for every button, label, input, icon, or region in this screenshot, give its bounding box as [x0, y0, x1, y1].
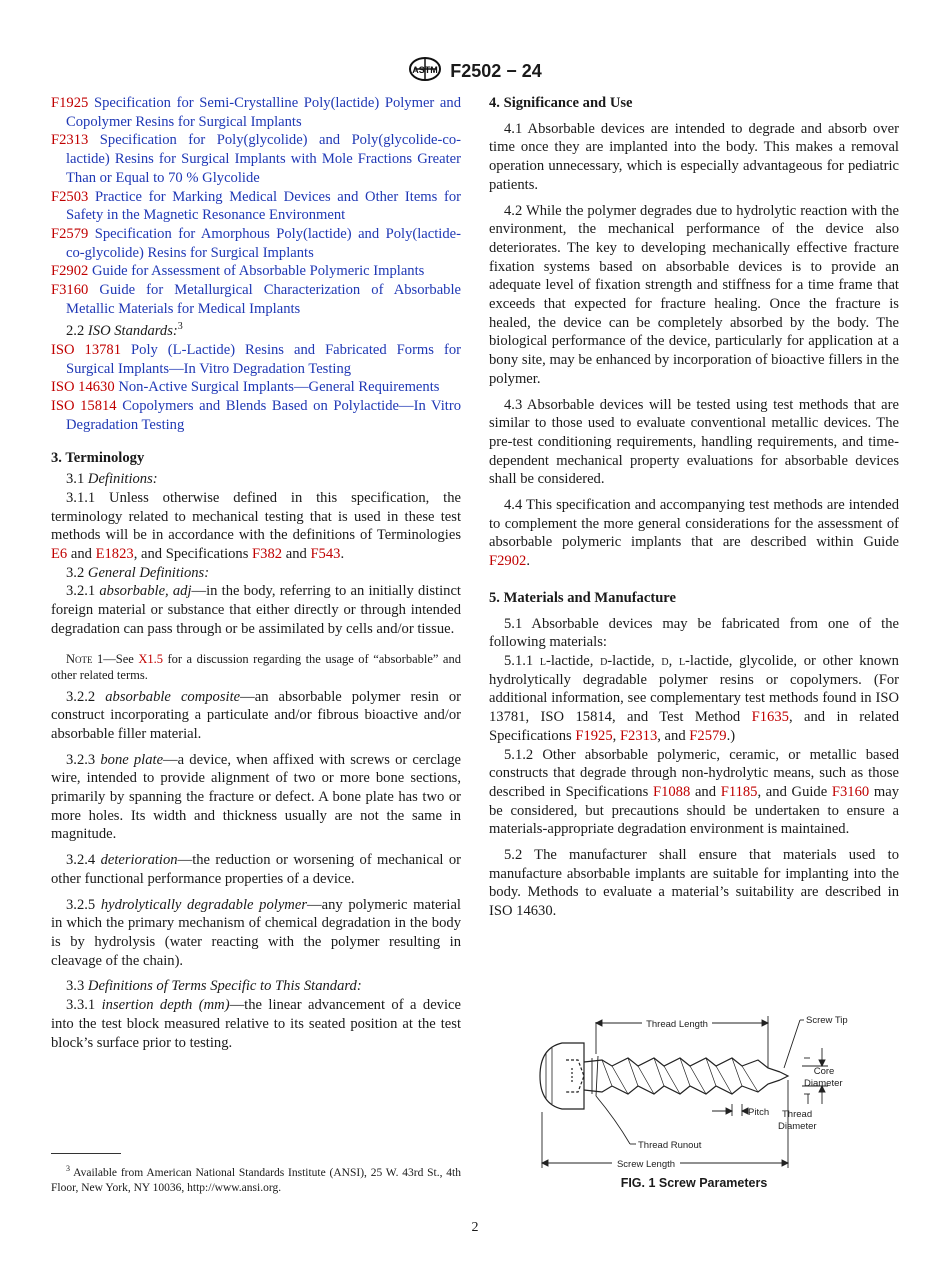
- link-f2902[interactable]: F2902: [489, 553, 527, 570]
- section-5-heading: 5. Materials and Manufacture: [489, 589, 676, 606]
- reference-title-link[interactable]: Specification for Amorphous Poly(lactide) and Poly(lactide-co-glycolide) Resins for Surgical Implants: [66, 225, 461, 261]
- reference-code-link[interactable]: F3160: [51, 282, 89, 299]
- label-thread-length: Thread Length: [646, 1019, 708, 1030]
- link-f543[interactable]: F543: [310, 546, 341, 563]
- reference-item: [51, 225, 461, 262]
- reference-item: [51, 131, 461, 187]
- para-4-3: 4.3 Absorbable devices will be tested using test methods that are similar to those used to evaluate conventional metallic devices. The pre-test conditioning requirements, handling requirements, and time-dependent mechanical property evaluations for absorbable devices shall be considered.: [489, 396, 899, 488]
- link-x1-5[interactable]: X1.5: [138, 651, 163, 666]
- reference-code-link[interactable]: ISO 13781: [51, 342, 122, 358]
- reference-title-link[interactable]: Specification for Semi-Crystalline Poly(lactide) Polymer and Copolymer Resins for Surgical Implants: [66, 95, 461, 130]
- reference-item: [51, 397, 461, 434]
- section-3-heading: 3. Terminology: [51, 449, 145, 466]
- label-pitch: Pitch: [748, 1107, 770, 1118]
- para-3-2-4: 3.2.4 deterioration—the reduction or worsening of mechanical or other functional performance properties of a device.: [51, 852, 462, 887]
- para-4-2: 4.2 While the polymer degrades due to hydrolytic reaction with the environment, the mechanical performance of the device also deteriorates. The key to developing mechanically effective fracture fixation systems based on absorbable devices is to provide an adequate level of fixation strength and stiffness for a time frame that exceeds that expected for fracture healing. Once the fracture is healed, the device can be completely absorbed by the body. The biological performance of the device, particularly for application at a bony site, may be enhanced by incorporation of bioactive fillers in the polymer.: [489, 202, 899, 387]
- screw-head: [540, 1043, 584, 1109]
- reference-code-link[interactable]: ISO 15814: [51, 398, 117, 415]
- para-3-3: 3.3 Definitions of Terms Specific to This Standard:: [66, 978, 362, 995]
- screw-threads: [584, 1056, 788, 1096]
- para-3-2-5: 3.2.5 hydrolytically degradable polymer—any polymeric material in which the primary mechanism of chemical degradation in the body is by hydrolysis (water reacting with the polymer resulting in cleavage of the chain).: [51, 896, 461, 969]
- reference-code-link[interactable]: F2503: [51, 188, 89, 205]
- para-3-1: 3.1 Definitions:: [66, 471, 158, 488]
- iso-standards-heading: 2.2 ISO Standards:$^3$: [66, 321, 183, 340]
- reference-code-link[interactable]: F2902: [51, 263, 89, 280]
- link-f1635[interactable]: F1635: [751, 709, 789, 726]
- footnote-rule: [51, 1153, 121, 1154]
- para-3-2-3: 3.2.3 bone plate—a device, when affixed with screws or cerclage wire, intended to provide alignment of two or more bone sections, primarily by spanning the fracture or defect. A bone plate has two or more holes. Its width and thickness usually are not the same in magnitude.: [51, 751, 461, 843]
- link-f2313[interactable]: F2313: [619, 727, 658, 744]
- reference-code-link[interactable]: F2313: [51, 132, 89, 149]
- reference-title-link[interactable]: Guide for Assessment of Absorbable Polymeric Implants: [91, 263, 425, 280]
- left-column: [51, 94, 461, 1052]
- reference-list: [51, 94, 461, 318]
- figure-caption: FIG. 1 Screw Parameters: [620, 1176, 768, 1190]
- para-4-4: 4.4 This specification and accompanying test methods are intended to complement the more general considerations for the assessment of absorbable polymeric implants that are described within Guide F2902.: [489, 497, 899, 570]
- reference-title-link[interactable]: Poly (L-Lactide) Resins and Fabricated Forms for Surgical Implants—In Vitro Degradation Testing: [66, 342, 461, 377]
- reference-item: [51, 188, 461, 225]
- link-f1088[interactable]: F1088: [652, 783, 691, 800]
- label-screw-length: Screw Length: [616, 1159, 676, 1170]
- para-5-1-1: 5.1.1 l-lactide, d-lactide, d, l-lactide, glycolide, or other known hydrolytically degradable polymer resins or copolymers. (For additional information, see complementary test methods found in ISO 13781, ISO 15814, and Test Method F1635, and in related Specifications F1925, F2313, and F2579.): [489, 652, 899, 744]
- reference-title-link[interactable]: Practice for Marking Medical Devices and Other Items for Safety in the Magnetic Resonance Environment: [66, 188, 461, 224]
- page-number: 2: [471, 1220, 479, 1235]
- para-5-1-2: 5.1.2 Other absorbable polymeric, ceramic, or metallic based constructs that degrade through non-hydrolytic means, such as those described in Specifications F1088 and F1185, and Guide F3160 may be considered, but precautions should be undertaken to ensure a materials-appropriate degradation environment is maintained.: [489, 746, 899, 838]
- screw-figure: [532, 1008, 872, 1176]
- note-1: Note 1—See X1.5 for a discussion regarding the usage of “absorbable” and other related terms.: [51, 651, 461, 682]
- link-e1823[interactable]: E1823: [95, 546, 134, 563]
- label-core: Core: [813, 1066, 835, 1077]
- page-header: [0, 56, 950, 87]
- reference-code-link[interactable]: F1925: [51, 95, 89, 111]
- para-3-2: 3.2 General Definitions:: [66, 564, 210, 581]
- label-core-diameter: Diameter: [804, 1078, 843, 1089]
- footnote: $^3$ Available from American National Standards Institute (ANSI), 25 W. 43rd St., 4th Floor, New York, NY 10036, http://www.ansi.org.: [51, 1164, 461, 1194]
- document-id: F2502 − 24: [450, 61, 542, 81]
- link-f2579[interactable]: F2579: [689, 727, 727, 744]
- reference-title-link[interactable]: Guide for Metallurgical Characterization of Absorbable Metallic Materials for Medical Implants: [66, 282, 462, 317]
- link-f1185[interactable]: F1185: [720, 783, 758, 800]
- label-screw-tip: Screw Tip: [806, 1015, 848, 1026]
- link-f3160[interactable]: F3160: [831, 783, 870, 800]
- reference-item: [51, 341, 461, 378]
- section-4-heading: 4. Significance and Use: [489, 95, 633, 111]
- para-5-1: 5.1 Absorbable devices may be fabricated from one of the following materials:: [489, 615, 899, 651]
- para-3-2-1: 3.2.1 absorbable, adj—in the body, referring to an initially distinct foreign material or substance that either directly or through intended degradation can pass through or be assimilated by cells and/or tissue.: [51, 583, 461, 637]
- reference-item: [51, 94, 461, 131]
- para-3-2-2: 3.2.2 absorbable composite—an absorbable polymer resin or construct incorporating a particulate and/or fibrous bioactive and/or absorbable filler material.: [51, 688, 462, 742]
- label-thread-runout: Thread Runout: [638, 1140, 702, 1151]
- right-column: [489, 94, 899, 921]
- svg-text:ASTM: ASTM: [412, 65, 438, 75]
- reference-item: [51, 262, 461, 281]
- iso-reference-list: [51, 341, 461, 435]
- para-4-1: 4.1 Absorbable devices are intended to degrade and absorb over time once they are implanted into the body. This makes a removal operation unnecessary, which is especially advantageous for pediatric patients.: [489, 120, 899, 193]
- para-3-3-1: 3.3.1 insertion depth (mm)—the linear advancement of a device into the test block measured relative to its seated position at the test block’s surface prior to testing.: [51, 997, 461, 1051]
- label-thread: Thread: [782, 1109, 813, 1120]
- label-thread-diameter: Diameter: [778, 1121, 817, 1132]
- para-5-2: 5.2 The manufacturer shall ensure that materials used to manufacture absorbable implants are suitable for implanting into the body. Methods to evaluate a material’s suitability are described in ISO 14630.: [489, 847, 899, 920]
- reference-item: [51, 378, 461, 397]
- reference-title-link[interactable]: Copolymers and Blends Based on Polylactide—In Vitro Degradation Testing: [66, 398, 461, 433]
- reference-title-link[interactable]: Specification for Poly(glycolide) and Poly(glycolide-co-lactide) Resins for Surgical Implants with Mole Fractions Greater Than or Equal to 70 % Glycolide: [66, 132, 461, 186]
- link-f382[interactable]: F382: [252, 546, 283, 563]
- astm-logo-icon: [408, 56, 442, 87]
- link-f1925[interactable]: F1925: [575, 727, 613, 744]
- reference-title-link[interactable]: Non-Active Surgical Implants—General Requirements: [118, 379, 440, 396]
- reference-code-link[interactable]: ISO 14630: [51, 379, 115, 396]
- reference-code-link[interactable]: F2579: [51, 225, 89, 242]
- reference-item: [51, 281, 461, 318]
- link-e6[interactable]: E6: [51, 546, 68, 563]
- para-3-1-1: 3.1.1 Unless otherwise defined in this specification, the terminology related to mechanical testing that is used in these test methods will be in accordance with the definitions of Terminologies E6 and E1823, and Specifications F382 and F543.: [51, 489, 461, 563]
